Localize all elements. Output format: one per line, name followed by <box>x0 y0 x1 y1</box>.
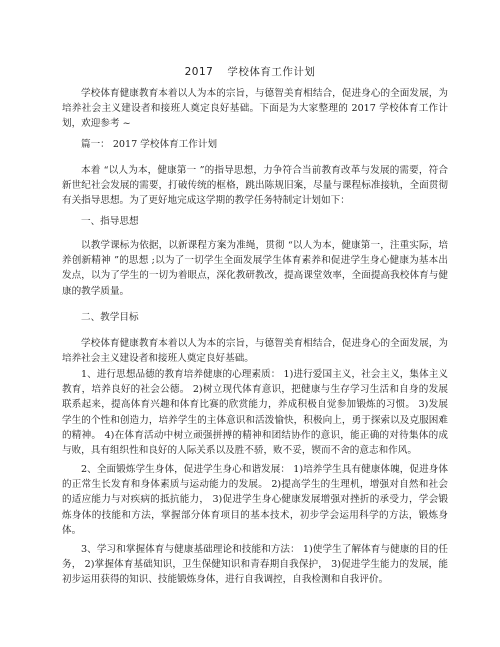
goal-item-1: 1、进行思想品德的教育培养健康的心理素质： 1)进行爱国主义，社会主义，集体主义教育，培养良好的社会公德。 2)树立现代体育意识，把健康与生存学习生活和自身的发展联系起来，提高体育兴趣和体育比赛的欣赏能力，养成积极自觉参加锻炼的习惯。 3)发展学生的个性和创造力，培养学生的主体意识和活泼愉快，积极向上，勇于探索以及克服困难的精神。 4)在体育活动中树立顽强拼搏的精神和团结协作的意识，能正确的对待集体的成与败，具有组织性和良好的人际关系以及胜不骄，败不妥，锲而不舍的意志和作风。 <box>62 369 448 457</box>
goal-item-2: 2、全面锻炼学生身体，促进学生身心和谐发展： 1)培养学生具有健康体魄，促进身体的正常生长发育和身体素质与运动能力的发展。 2)提高学生的生理机，增强对自然和社会的适应能力与对疾病的抵抗能力， 3)促进学生身心健康发展增强对挫折的承受力，学会锻炼身体的技能和方法，掌握部分体育项目的基本技术，初步学会运用科学的方法，锻炼身体。 <box>62 464 448 536</box>
teaching-goals-intro: 学校体育健康教育本着以人为本的宗旨，与德智美育相结合，促进身心的全面发展，为培养社会主义建设者和接班人奠定良好基础。 <box>62 338 448 365</box>
section-body-guiding-thought: 以教学课标为依据，以新课程方案为准绳，贯彻 “以人为本，健康第一，注重实际，培养创新精神 ”的思想 ;以为了一切学生全面发展学生体育素养和促进学生身心健康为基本出发点，以为了学生的一切为着眼点，深化教研教改，提高课堂效率，全面提高我校体育与健康的教学质量。 <box>62 240 448 297</box>
section-heading-guiding-thought: 一、指导思想 <box>81 216 139 227</box>
title-year: 2017 <box>184 66 214 78</box>
document-title <box>0 64 500 79</box>
intro-paragraph: 学校体育健康教育本着以人为本的宗旨，与德智美育相结合，促进身心的全面发展，为培养社会主义建设者和接班人奠定良好基础。下面是为大家整理的 2017 学校体育工作计划，欢迎参考 ~ <box>62 88 448 130</box>
goal-item-3: 3、学习和掌握体育与健康基础理论和技能和方法： 1)使学生了解体育与健康的目的任务， 2)掌握体育基础知识，卫生保健知识和青春期自我保护， 3)促进学生能力的发展，能初步运用获得的知识、技能锻炼身体，进行自我调控，自我检测和自我评价。 <box>62 544 448 586</box>
section-heading-teaching-goals: 二、教学目标 <box>81 312 139 323</box>
article-heading: 篇一： 2017 学校体育工作计划 <box>81 139 218 150</box>
guiding-paragraph: 本着 “以人为本，健康第一 ”的指导思想，力争符合当前教育改革与发展的需要，符合新世纪社会发展的需要，打破传统的框格，跳出陈规旧案，尽量与课程标准接轨，全面贯彻有关指导思想。为了更好地完成这学期的教学任务特制定计划如下： <box>62 165 448 207</box>
title-text: 学校体育工作计划 <box>227 66 316 78</box>
